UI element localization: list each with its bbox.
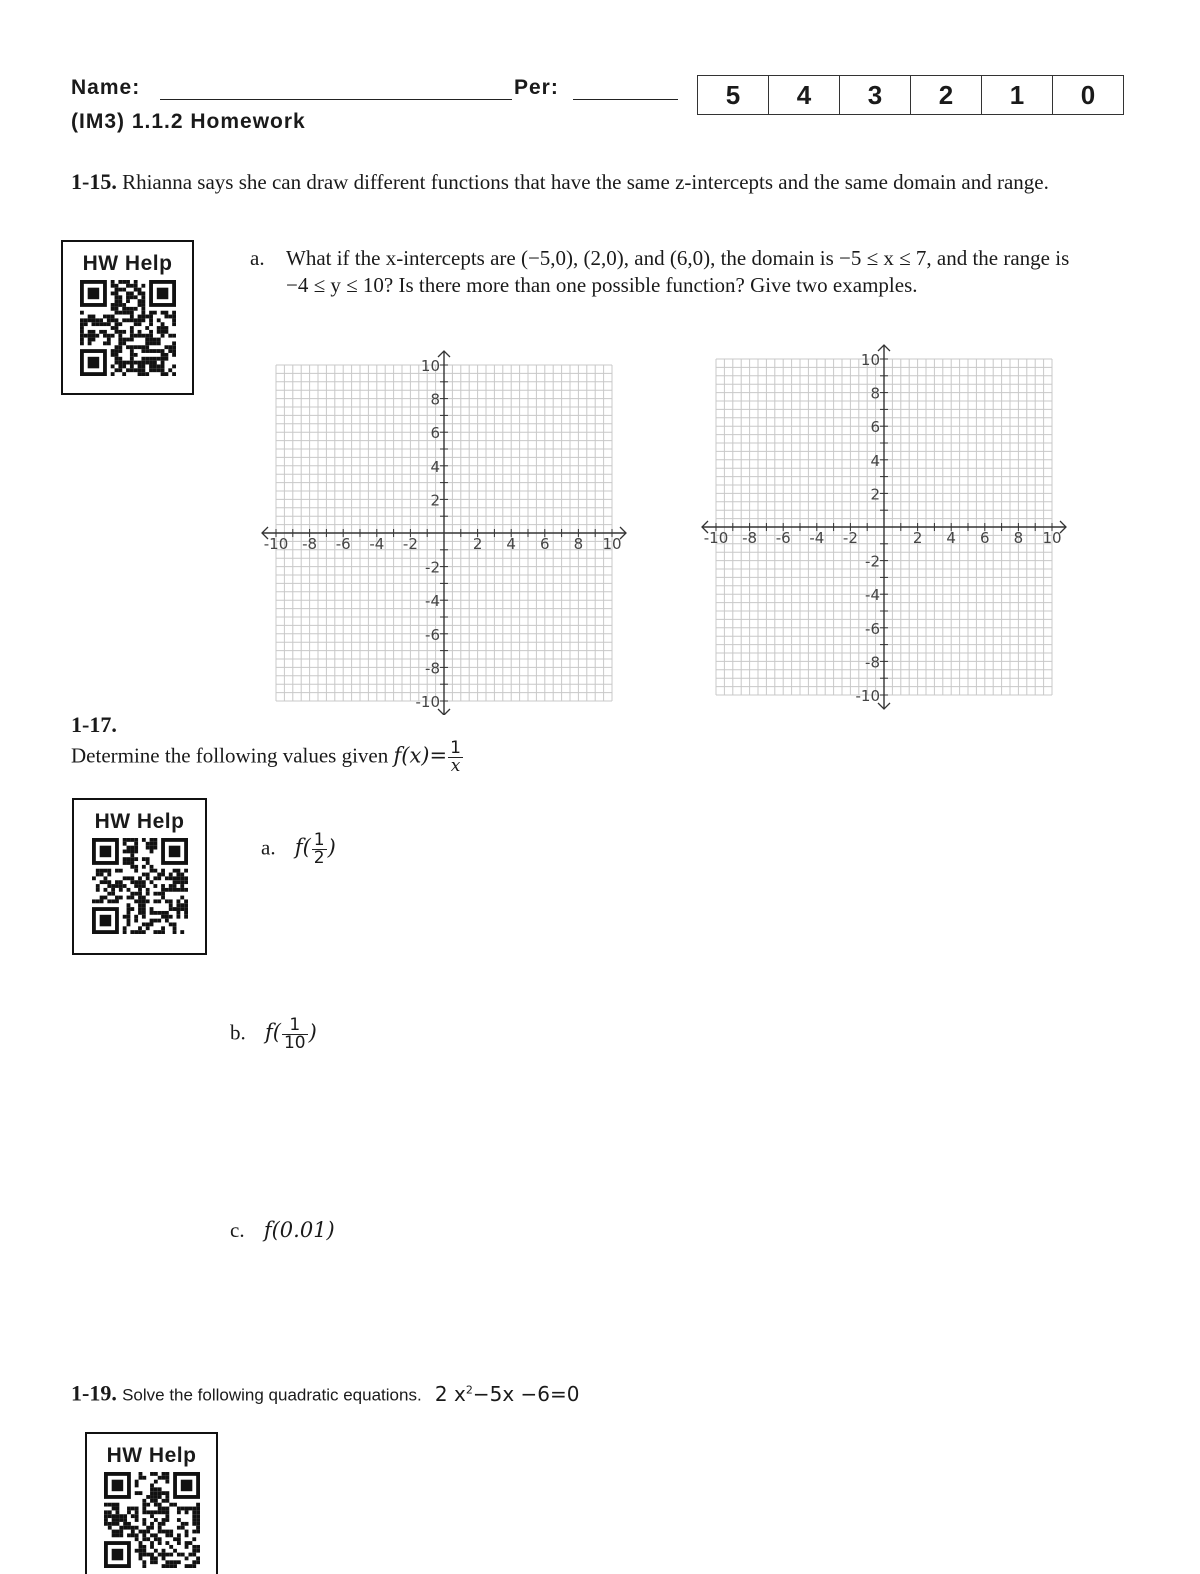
part-a-1-17	[261, 832, 336, 867]
x-tick-label: -6	[335, 535, 351, 553]
problem-text: Solve the following quadratic equations.	[122, 1385, 422, 1405]
y-tick-label: 8	[870, 384, 880, 403]
part-a-text: What if the x-intercepts are (−5,0), (2,0), and (6,0), the domain is −5 ≤ x ≤ 7, and the range is −4 ≤ y ≤ 10? Is there more than one possible function? Give two examples.	[286, 246, 1070, 297]
y-tick-label: -4	[865, 586, 880, 605]
y-tick-label: -2	[865, 552, 880, 571]
y-tick-label: 10	[420, 357, 440, 375]
y-tick-label: -6	[865, 619, 880, 638]
hw-help-qr-1[interactable]	[61, 240, 194, 395]
name-label	[71, 76, 140, 100]
function-close: )	[327, 835, 336, 860]
y-tick-label: -8	[425, 659, 440, 678]
name-field[interactable]	[160, 79, 512, 100]
hw-help-label: HW Help	[82, 252, 173, 275]
x-tick-label: 2	[472, 535, 483, 553]
per-label: Per:	[514, 76, 559, 99]
x-tick-label: 8	[573, 535, 584, 553]
x-tick-label: -4	[809, 529, 825, 547]
y-tick-label: 6	[430, 424, 440, 443]
x-tick-label: -2	[402, 535, 418, 553]
equation-part: 2 x	[434, 1381, 466, 1406]
part-a-letter: a.	[250, 246, 265, 270]
y-tick-label: -8	[865, 653, 880, 672]
part-letter: c.	[230, 1218, 245, 1242]
x-tick-label: -8	[302, 535, 318, 553]
equation-exponent: 2	[465, 1383, 473, 1396]
y-tick-label: 10	[860, 351, 880, 369]
part-letter: b.	[230, 1020, 246, 1045]
y-tick-label: 6	[870, 418, 880, 437]
score-cell[interactable]: 1	[982, 76, 1053, 115]
x-tick-label: 4	[506, 535, 516, 553]
hw-help-label: HW Help	[106, 1444, 197, 1467]
y-tick-label: 8	[430, 390, 440, 409]
x-tick-label: 10	[602, 535, 622, 553]
problem-1-17-intro	[71, 740, 464, 775]
coordinate-grid-1[interactable]	[252, 335, 637, 715]
equation-part: −5x −6=0	[472, 1381, 580, 1406]
problem-1-15-statement	[71, 168, 1121, 196]
worksheet-title: (IM3) 1.1.2 Homework	[71, 110, 306, 133]
problem-1-17-number: 1-17.	[71, 712, 117, 737]
score-cell[interactable]: 5	[698, 76, 769, 115]
function-open: f(	[265, 1020, 281, 1045]
function-close: )	[308, 1020, 317, 1045]
x-tick-label: 6	[540, 535, 550, 553]
coordinate-grid-2[interactable]	[695, 342, 1080, 722]
quadratic-equation	[435, 1382, 580, 1406]
fraction-numerator: 1	[313, 830, 325, 850]
x-tick-label: -8	[742, 529, 758, 547]
x-tick-label: 6	[980, 529, 990, 547]
x-tick-label: -10	[263, 535, 289, 553]
score-cell[interactable]: 0	[1053, 76, 1124, 115]
y-tick-label: -10	[415, 693, 440, 711]
problem-number: 1-19.	[71, 1380, 117, 1406]
qr-code-icon	[92, 838, 188, 934]
y-tick-label: -4	[425, 592, 440, 611]
y-tick-label: 2	[870, 485, 880, 504]
argument-fraction	[282, 1017, 308, 1052]
hw-help-qr-2[interactable]	[72, 798, 207, 955]
problem-number: 1-15.	[71, 169, 117, 194]
argument-fraction	[312, 832, 327, 867]
score-cell[interactable]: 2	[911, 76, 982, 115]
y-tick-label: -10	[855, 687, 880, 705]
y-tick-label: -2	[425, 558, 440, 577]
part-b-1-17	[230, 1017, 317, 1052]
y-tick-label: 2	[430, 491, 440, 510]
x-tick-label: 8	[1013, 529, 1024, 547]
x-tick-label: 10	[1042, 529, 1062, 547]
x-tick-label: -6	[775, 529, 791, 547]
name-label-text: Name:	[71, 76, 141, 99]
x-tick-label: -2	[842, 529, 858, 547]
y-tick-label: -6	[425, 625, 440, 644]
qr-code-icon	[80, 280, 176, 376]
part-c-1-17	[230, 1217, 335, 1244]
problem-1-19-statement	[71, 1376, 579, 1409]
function-lhs: f(x)=	[393, 743, 448, 768]
hw-help-label: HW Help	[94, 810, 185, 833]
qr-code-icon	[104, 1472, 200, 1568]
score-cell[interactable]: 4	[769, 76, 840, 115]
x-tick-label: -4	[369, 535, 385, 553]
function-open: f(	[294, 835, 311, 860]
function-expression: f(0.01)	[263, 1218, 335, 1242]
period-field[interactable]	[573, 79, 678, 100]
part-letter: a.	[261, 835, 276, 860]
y-tick-label: 4	[430, 457, 440, 476]
score-cell[interactable]: 3	[840, 76, 911, 115]
fraction-denominator: 10	[283, 1033, 306, 1053]
problem-text: Rhianna says she can draw different functions that have the same z-intercepts and the same domain and range.	[122, 170, 1049, 194]
y-tick-label: 4	[870, 451, 880, 470]
fraction-numerator: 1	[282, 1017, 308, 1035]
x-tick-label: 2	[912, 529, 923, 547]
fraction-denominator: x	[450, 756, 461, 776]
intro-text: Determine the following values given	[71, 743, 389, 768]
fraction-denominator: 2	[313, 848, 325, 868]
x-tick-label: -10	[703, 529, 729, 547]
function-fraction	[448, 740, 463, 775]
x-tick-label: 4	[946, 529, 956, 547]
fraction-numerator: 1	[450, 738, 461, 758]
score-table	[697, 75, 1124, 115]
